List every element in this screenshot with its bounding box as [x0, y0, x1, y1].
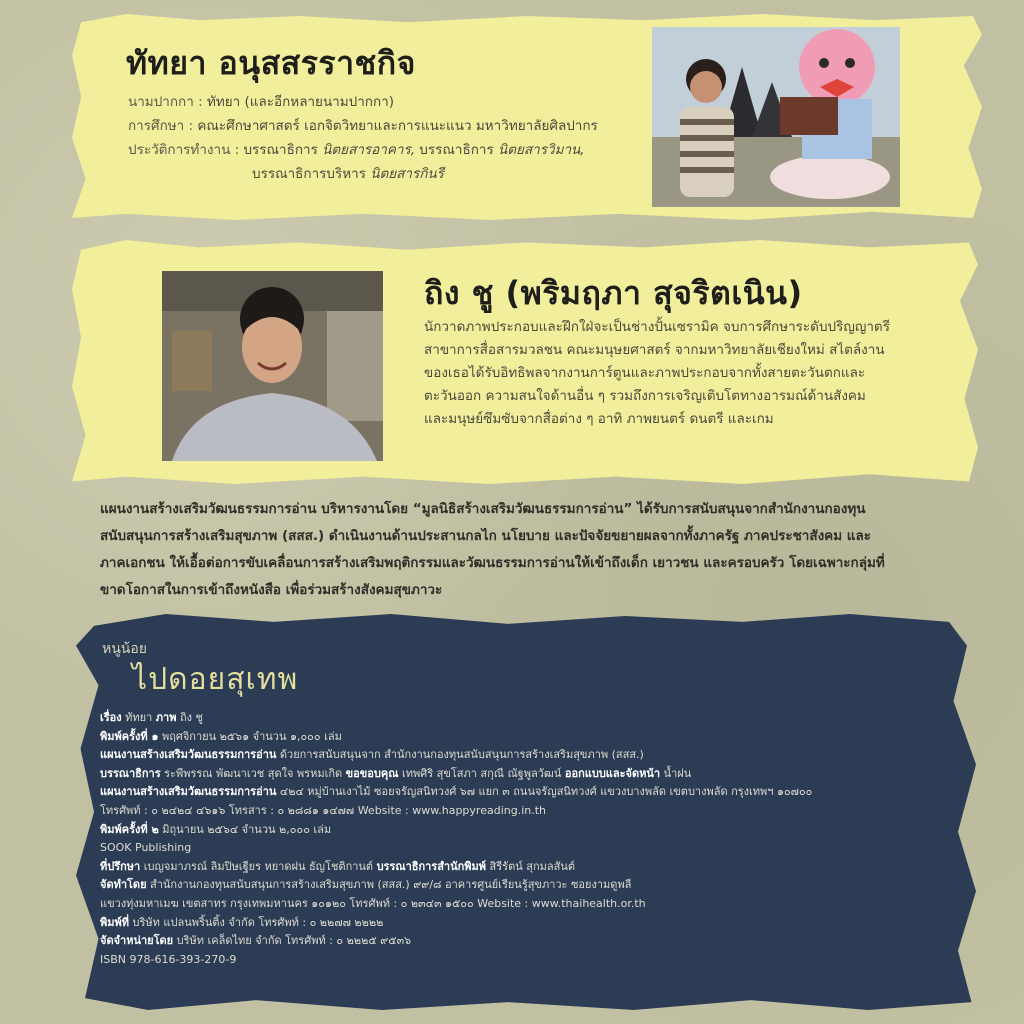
- art-label: ภาพ: [155, 711, 177, 724]
- statement-line: ภาคเอกชน ให้เอื้อต่อการขับเคลื่อนการสร้างเสริมพฤติกรรมและวัฒนธรรมการอ่านให้เข้าถึงเด็ก เยาวชน และครอบครัว โดยเฉพาะกลุ่มที่: [100, 555, 885, 571]
- thanks-label: ขอขอบคุณ: [345, 766, 399, 780]
- printer-label: พิมพ์ที่: [100, 915, 130, 929]
- credit-line-distributor: [100, 932, 940, 951]
- plan-label: แผนงานสร้างเสริมวัฒนธรรมการอ่าน: [100, 748, 277, 762]
- art-value: ถิง ชู: [179, 711, 203, 724]
- career-prefix-2: บรรณาธิการบริหาร: [252, 166, 366, 182]
- author2-photo: [162, 271, 383, 461]
- credit-line-plan: [100, 746, 940, 765]
- colophon: [100, 709, 940, 969]
- credit-line-printer: [100, 914, 940, 933]
- career-prefix: บรรณาธิการ: [243, 142, 318, 158]
- bio-line: นักวาดภาพประกอบและฝึกใฝ่จะเป็นช่างปั้นเซรามิค จบการศึกษาระดับปริญญาตรี: [424, 319, 890, 335]
- printer-value: บริษัท แปลนพริ้นติ้ง จำกัด โทรศัพท์ : ๐ ๒๒๗๗ ๒๒๒๒: [132, 915, 384, 929]
- plan-value: ด้วยการสนับสนุนจาก สำนักงานกองทุนสนับสนุนการสร้างเสริมสุขภาพ (สสส.): [279, 748, 644, 762]
- credit-line-contact: โทรศัพท์ : ๐ ๒๔๒๔ ๔๖๑๖ โทรสาร : ๐ ๒๘๘๑ ๑๔๗๗ Website : www.happyreading.in.th: [100, 803, 547, 817]
- credit-line-address: [100, 783, 940, 802]
- author2-name: ถิง ชู (พริมฤภา สุจริตเนิน): [424, 274, 803, 312]
- author1-photo-illustration: [652, 27, 900, 207]
- producer-label: จัดทำโดย: [100, 878, 147, 892]
- producer-value: สำนักงานกองทุนสนับสนุนการสร้างเสริมสุขภาพ (สสส.) ๙๙/๘ อาคารศูนย์เรียนรู้สุขภาวะ ซอยงามดูพลี: [150, 878, 632, 892]
- credit-line-print1: [100, 728, 940, 747]
- publisher-name: SOOK Publishing: [100, 841, 192, 855]
- statement-line: สนับสนุนการสร้างเสริมสุขภาพ (สสส.) ดำเนินงานด้านประสานกลไก นโยบาย และปัจจัยขยายผลจากทั้งภาครัฐ ภาคประชาสังคม และ: [100, 528, 872, 544]
- print2-value: มิถุนายน ๒๕๖๔ จำนวน ๒,๐๐๐ เล่ม: [162, 822, 332, 836]
- credit-line-editor: [100, 765, 940, 784]
- advisor-value: เบญจมาภรณ์ ลิมปิษเฐียร หยาดฝน ธัญโชติกานต์: [143, 859, 374, 873]
- pub-editor-value: สิรีรัตน์ สุกมลสันต์: [489, 859, 575, 873]
- statement-line: แผนงานสร้างเสริมวัฒนธรรมการอ่าน บริหารงานโดย “มูลนิธิสร้างเสริมวัฒนธรรมการอ่าน” ได้รับการสนับสนุนจากสำนักงานกองทุน: [100, 501, 866, 517]
- career-mid: บรรณาธิการ: [419, 142, 494, 158]
- bio-line: ตะวันออก ความสนใจด้านอื่น ๆ รวมถึงการเจริญเติบโตทางอารมณ์ด้านสังคม: [424, 388, 866, 404]
- book-title-small: หนูน้อย: [102, 641, 147, 657]
- credit-line-producer-2: แขวงทุ่งมหาเมฆ เขตสาทร กรุงเทพมหานคร ๑๐๑๒๐ โทรศัพท์ : ๐ ๒๓๔๓ ๑๕๐๐ Website : www.thaihealth.or.th: [100, 896, 646, 910]
- print1-label: พิมพ์ครั้งที่ ๑: [100, 729, 159, 743]
- reading-program-statement: [100, 496, 920, 604]
- isbn: ISBN 978-616-393-270-9: [100, 952, 237, 966]
- author1-name: ทัทยา อนุสสรราชกิจ: [126, 44, 416, 82]
- story-label: เรื่อง: [100, 711, 122, 724]
- career-magazine-3: นิตยสารกินรี: [370, 166, 444, 182]
- credit-line-producer: [100, 876, 940, 895]
- author1-career-row: [128, 138, 648, 162]
- author1-info: [128, 90, 648, 186]
- story-value: ทัทยา: [125, 711, 153, 724]
- education-value: คณะศึกษาศาสตร์ เอกจิตวิทยาและการแนะแนว มหาวิทยาลัยศิลปากร: [197, 118, 598, 134]
- education-label: การศึกษา :: [128, 118, 194, 134]
- penname-label: นามปากกา :: [128, 94, 203, 110]
- book-title: ไปดอยสุเทพ: [132, 662, 299, 697]
- bio-line: สาขาการสื่อสารมวลชน คณะมนุษยศาสตร์ จากมหาวิทยาลัยเชียงใหม่ สไตล์งาน: [424, 342, 885, 358]
- credit-line-story: [100, 709, 940, 728]
- thanks-value: เทพศิริ สุขโสภา สกุณี ณัฐพูลวัฒน์: [401, 766, 562, 780]
- author1-penname-row: [128, 90, 648, 114]
- career-label: ประวัติการทำงาน :: [128, 142, 240, 158]
- editor-value: ระพีพรรณ พัฒนาเวช สุดใจ พรหมเกิด: [164, 766, 343, 780]
- author1-photo: [652, 27, 900, 207]
- address-label: แผนงานสร้างเสริมวัฒนธรรมการอ่าน: [100, 785, 277, 799]
- advisor-label: ที่ปรึกษา: [100, 859, 141, 873]
- distributor-label: จัดจำหน่ายโดย: [100, 934, 174, 948]
- print2-label: พิมพ์ครั้งที่ ๒: [100, 822, 159, 836]
- statement-line: ขาดโอกาสในการเข้าถึงหนังสือ เพื่อร่วมสร้างสังคมสุขภาวะ: [100, 582, 443, 598]
- pub-editor-label: บรรณาธิการสำนักพิมพ์: [376, 859, 487, 873]
- career-magazine-1: นิตยสารอาคาร,: [322, 142, 415, 158]
- author1-career-row-2: [128, 162, 648, 186]
- career-magazine-2: นิตยสารวิมาน,: [498, 142, 585, 158]
- author2-photo-illustration: [162, 271, 383, 461]
- print1-value: พฤศจิกายน ๒๕๖๑ จำนวน ๑,๐๐๐ เล่ม: [161, 729, 342, 743]
- bio-line: ของเธอได้รับอิทธิพลจากงานการ์ตูนและภาพประกอบจากทั้งสายตะวันตกและ: [424, 365, 866, 381]
- credit-line-print2: [100, 821, 940, 840]
- bio-line: และมนุษย์ซึมซับจากสื่อต่าง ๆ อาทิ ภาพยนตร์ ดนตรี และเกม: [424, 411, 774, 427]
- address-value: ๔๒๔ หมู่บ้านเงาไม้ ซอยจรัญสนิทวงศ์ ๖๗ แยก ๓ ถนนจรัญสนิทวงศ์ แขวงบางพลัด เขตบางพลัด กรุงเทพฯ ๑๐๗๐๐: [279, 785, 813, 799]
- design-value: น้ำฝน: [663, 766, 692, 780]
- editor-label: บรรณาธิการ: [100, 766, 161, 780]
- distributor-value: บริษัท เคล็ดไทย จำกัด โทรศัพท์ : ๐ ๒๒๒๕ ๙๕๓๖: [176, 934, 412, 948]
- penname-value: ทัทยา (และอีกหลายนามปากกา): [206, 94, 395, 110]
- author2-bio: [424, 316, 944, 431]
- author1-education-row: [128, 114, 648, 138]
- credit-line-advisor: [100, 858, 940, 877]
- design-label: ออกแบบและจัดหน้า: [564, 766, 661, 780]
